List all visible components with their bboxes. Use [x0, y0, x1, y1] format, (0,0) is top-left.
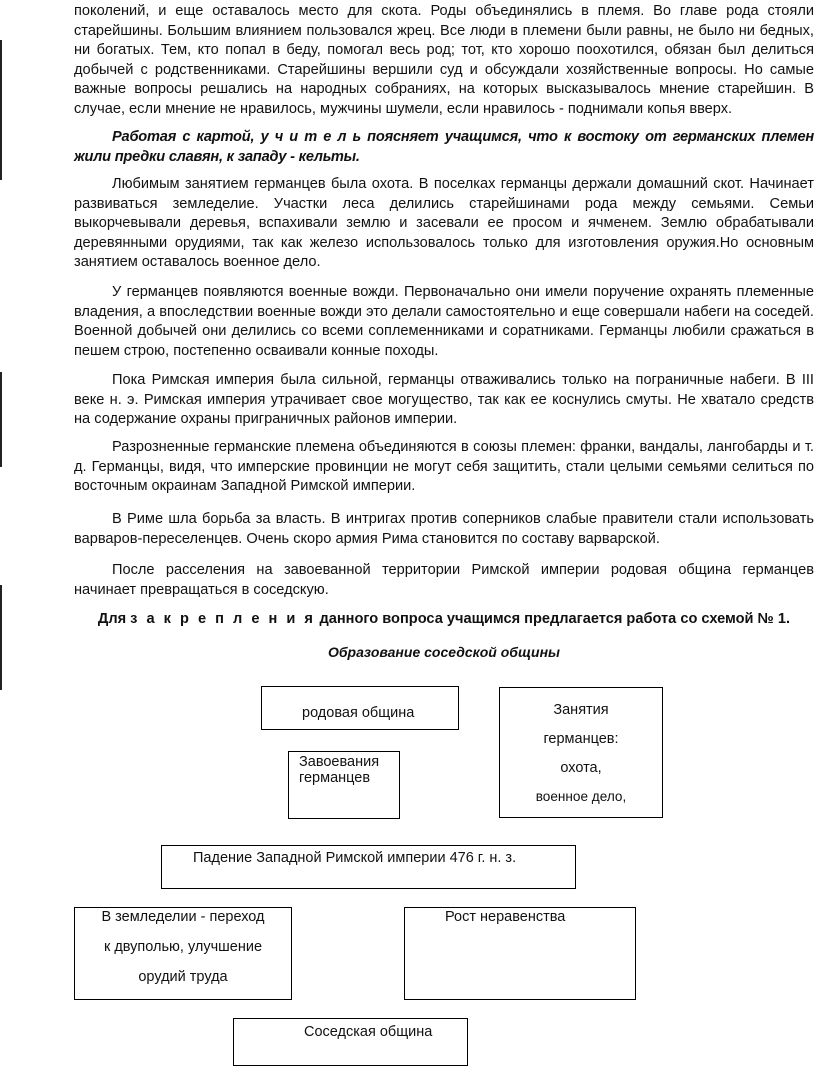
paragraph-roman-empire: Пока Римская империя была сильной, германцы отваживались только на пограничные набеги. В III веке н. э. Римская империя утрачивает свое могущество, так как ее коснулись смуты. Не хватало средств на содержание охраны приграничных районов империи.: [74, 372, 814, 428]
paragraph-settlement: После расселения на завоеванной территории Римской империи родовая община германцев начинает превращаться в соседскую.: [74, 562, 814, 598]
box-rodovaya-obshchina: [261, 686, 459, 730]
box-line: германцев:: [543, 731, 619, 747]
task-spaced-word: з а к р е п л е н и я: [130, 611, 316, 627]
box-sosedskaya-obshchina: [233, 1018, 468, 1066]
box-line: В земледелии - переход: [101, 909, 265, 925]
box-line: военное дело,: [535, 789, 627, 804]
paragraph-rome-power: В Риме шла борьба за власть. В интригах против соперников слабые правители стали использовать варваров-переселенцев. Очень скоро армия Рима становится по составу варварской.: [74, 511, 814, 547]
box-zavoevaniya-germantsev: [288, 751, 400, 819]
box-label: родовая община: [302, 705, 415, 721]
paragraph-military-leaders: У германцев появляются военные вожди. Первоначально они имели поручение охранять племенные владения, а впоследствии военные вожди это делали самостоятельно и еще совершали набеги на соседей. Военной добычей они делились со всеми соплеменниками и соратниками. Германцы любили сражаться в пешем строю, постепенно осваивали конные походы.: [74, 284, 814, 359]
box-line: германцев: [299, 770, 371, 786]
paragraph-hunting: Любимым занятием германцев была охота. В поселках германцы держали домашний скот. Начинает развиваться земледелие. Участки леса делились старейшинами рода между семьями. Семьи выкорчевывали деревья, вспахивали землю и засевали ее просом и ячменем. Землю обрабатывали деревянными орудиями, так как железо использовалось только для изготовления оружия.Но основным занятием оставалось военное дело.: [74, 176, 814, 271]
box-rost-neravenstva: [404, 907, 636, 1000]
task-statement: [74, 611, 814, 627]
box-zemledelie: [74, 907, 292, 1000]
box-line: охота,: [560, 760, 602, 776]
box-label: Падение Западной Римской империи 476 г. н. з.: [193, 850, 517, 866]
task-suffix: данного вопроса учащимся предлагается работа со схемой № 1.: [315, 611, 791, 627]
margin-bar: [0, 372, 2, 467]
box-padenie-rima: [161, 845, 576, 889]
paragraph-elders: поколений, и еще оставалось место для скота. Роды объединялись в племя. Во главе рода стояли старейшины. Большим влиянием пользовался жрец. Все люди в племени были равны, не было ни бедных, ни богатых. Тем, кто попал в беду, помогал весь род; тот, кто хорошо поохотился, обязан был делиться добычей с родственниками. Старейшины вершили суд и обсуждали хозяйственные вопросы. Но самые важные вопросы решались на народных собраниях, на которых высказывалось мнение старейшин. В случае, если мнение не нравилось, мужчины шумели, если нравилось - поднимали копья вверх.: [74, 3, 814, 117]
scheme-title: Образование соседской общины: [327, 644, 561, 660]
box-line: Завоевания: [299, 754, 380, 770]
task-prefix: Для: [97, 611, 131, 627]
box-label: Соседская община: [304, 1024, 433, 1040]
box-line: к двуполью, улучшение: [103, 939, 263, 955]
box-line: Занятия: [553, 702, 609, 718]
margin-bar: [0, 585, 2, 690]
box-label: Рост неравенства: [445, 909, 566, 925]
paragraph-teacher-map: Работая с картой, у ч и т е л ь поясняет учащимся, что к востоку от германских племен жили предки славян, к западу - кельты.: [74, 129, 814, 165]
margin-bar: [0, 40, 2, 180]
paragraph-tribal-unions: Разрозненные германские племена объединяются в союзы племен: франки, вандалы, лангобарды и т. д. Германцы, видя, что имперские провинции не могут себя защитить, стали целыми семьями селиться по восточным окраинам Западной Римской империи.: [74, 439, 814, 495]
box-zanyatiya-germantsev: [499, 687, 663, 818]
box-line: орудий труда: [138, 969, 228, 985]
